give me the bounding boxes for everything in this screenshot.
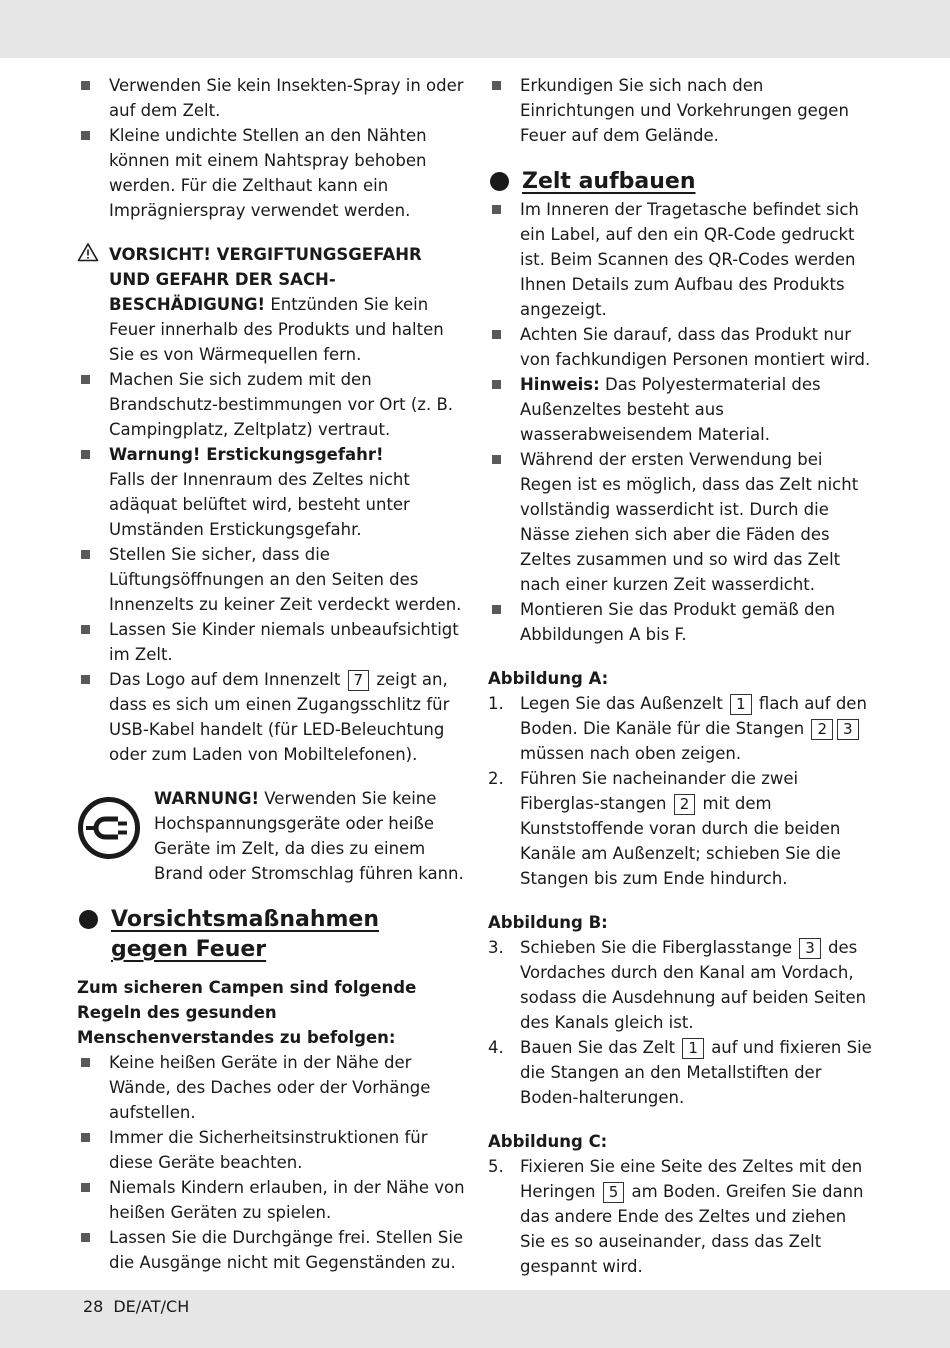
suffocation-label: Warnung! Erstickungsgefahr! — [109, 445, 384, 464]
list-item: Lassen Sie Kinder niemals unbeaufsichtigt im Zelt. — [77, 617, 465, 667]
section-bullet-icon — [490, 172, 509, 191]
fire-subheading: Zum sicheren Campen sind folgende Regeln des gesunden Menschenverstandes zu befolgen: — [77, 978, 417, 1047]
list-item: Achten Sie darauf, dass das Produkt nur von fachkundigen Personen montiert wird. — [488, 322, 876, 372]
region-label: DE/AT/CH — [113, 1297, 190, 1316]
list-item: Lassen Sie die Durchgänge frei. Stellen Sie die Ausgänge nicht mit Gegenständen zu. — [77, 1225, 465, 1275]
warning-label: WARNUNG! — [154, 789, 260, 808]
figure-reference: 1 — [682, 1038, 704, 1059]
step-number: 4. — [488, 1038, 504, 1057]
step-number: 1. — [488, 694, 504, 713]
step-number: 3. — [488, 938, 504, 957]
list-item: Niemals Kindern erlauben, in der Nähe von heißen Geräten zu spielen. — [77, 1175, 465, 1225]
bullet-icon — [81, 1058, 90, 1067]
bullet-icon — [81, 550, 90, 559]
bullet-icon — [492, 81, 501, 90]
figure-reference: 2 — [674, 794, 696, 815]
figure-reference: 1 — [730, 694, 752, 715]
step-item: 1. Legen Sie das Außenzelt 1 flach auf den Boden. Die Kanäle für die Stangen 2 3 müssen nach oben zeigen. — [488, 691, 876, 766]
section-bullet-icon — [79, 910, 98, 929]
list-item: Machen Sie sich zudem mit den Brandschutz-bestimmungen vor Ort (z. B. Campingplatz, Zeltplatz) vertraut. — [77, 367, 465, 442]
no-high-voltage-device-icon — [77, 796, 141, 860]
page-footer — [83, 1297, 189, 1317]
note-label: Hinweis: — [520, 375, 600, 394]
bullet-icon — [81, 675, 90, 684]
section-heading-setup: Zelt aufbauen — [488, 167, 876, 197]
figure-c-heading: Abbildung C: — [488, 1132, 608, 1151]
bullet-icon — [492, 330, 501, 339]
bullet-icon — [81, 131, 90, 140]
step-item: 4. Bauen Sie das Zelt 1 auf und fixieren Sie die Stangen an den Metallstiften der Boden-halterungen. — [488, 1035, 876, 1110]
list-item: Stellen Sie sicher, dass die Lüftungsöffnungen an den Seiten des Innenzelts zu keiner Zeit verdeckt werden. — [77, 542, 465, 617]
figure-reference: 5 — [603, 1182, 625, 1203]
list-item: Das Logo auf dem Innenzelt 7 zeigt an, dass es sich um einen Zugangsschlitz für USB-Kabel handelt (für LED-Beleuchtung oder zum Laden von Mobiltelefonen). — [77, 667, 465, 767]
list-item: Im Inneren der Tragetasche befindet sich ein Label, auf den ein QR-Code gedruckt ist. Beim Scannen des QR-Codes werden Ihnen Details zum Aufbau des Produkts angezeigt. — [488, 197, 876, 322]
bullet-icon — [492, 380, 501, 389]
section-heading-fire: Vorsichtsmaßnahmen gegen Feuer — [77, 905, 465, 965]
bullet-icon — [81, 1133, 90, 1142]
bullet-icon — [492, 455, 501, 464]
figure-reference: 2 — [811, 719, 833, 740]
right-column — [488, 73, 876, 1279]
bullet-icon — [492, 205, 501, 214]
figure-reference: 7 — [348, 670, 370, 691]
bullet-icon — [81, 1183, 90, 1192]
warning-notice — [77, 786, 465, 886]
step-number: 5. — [488, 1157, 504, 1176]
list-item: Erkundigen Sie sich nach den Einrichtungen und Vorkehrungen gegen Feuer auf dem Gelände. — [488, 73, 876, 148]
bullet-icon — [81, 375, 90, 384]
bullet-icon — [81, 625, 90, 634]
bullet-icon — [492, 605, 501, 614]
figure-b-heading: Abbildung B: — [488, 913, 608, 932]
step-item: 3. Schieben Sie die Fiberglasstange 3 des Vordaches durch den Kanal am Vordach, sodass die Ausdehnung auf beiden Seiten des Kanals gleich ist. — [488, 935, 876, 1035]
list-item: Montieren Sie das Produkt gemäß den Abbildungen A bis F. — [488, 597, 876, 647]
list-item: Immer die Sicherheitsinstruktionen für diese Geräte beachten. — [77, 1125, 465, 1175]
warning-text: Verwenden Sie keine Hochspannungsgeräte oder heiße Geräte im Zelt, da dies zu einem Brand oder Stromschlag führen kann. — [154, 789, 464, 883]
list-item: Kleine undichte Stellen an den Nähten können mit einem Nahtspray behoben werden. Für die Zelthaut kann ein Imprägnierspray verwendet werden. — [77, 123, 465, 223]
list-item: Keine heißen Geräte in der Nähe der Wände, des Daches oder der Vorhänge aufstellen. — [77, 1050, 465, 1125]
list-item: Warnung! Erstickungsgefahr! Falls der Innenraum des Zeltes nicht adäquat belüftet wird, besteht unter Umständen Erstickungsgefahr. — [77, 442, 465, 542]
figure-reference: 3 — [837, 719, 859, 740]
bullet-icon — [81, 1233, 90, 1242]
step-number: 2. — [488, 769, 504, 788]
list-item: Verwenden Sie kein Insekten-Spray in oder auf dem Zelt. — [77, 73, 465, 123]
list-item: Hinweis: Das Polyestermaterial des Außenzeltes besteht aus wasserabweisendem Material. — [488, 372, 876, 447]
page-number: 28 — [83, 1297, 104, 1316]
figure-reference: 3 — [799, 938, 821, 959]
list-item: Während der ersten Verwendung bei Regen ist es möglich, dass das Zelt nicht vollständig wasserdicht ist. Durch die Nässe ziehen sich aber die Fäden des Zeltes zusammen und so wird das Zelt nach einer kurzen Zeit wasserdicht. — [488, 447, 876, 597]
step-item: 2. Führen Sie nacheinander die zwei Fiberglas-stangen 2 mit dem Kunststoffende voran durch die beiden Kanäle am Außenzelt; schieben Sie die Stangen bis zum Ende hindurch. — [488, 766, 876, 891]
caution-notice — [77, 242, 465, 367]
step-item: 5. Fixieren Sie eine Seite des Zeltes mit den Heringen 5 am Boden. Greifen Sie dann das andere Ende des Zeltes und ziehen Sie es so auseinander, dass das Zelt gespannt wird. — [488, 1154, 876, 1279]
caution-label: VORSICHT! VERGIFTUNGSGEFAHR UND GEFAHR DER SACH-BESCHÄDIGUNG! — [109, 245, 422, 314]
bullet-icon — [81, 81, 90, 90]
bullet-icon — [81, 450, 90, 459]
left-column — [77, 73, 465, 1275]
figure-a-heading: Abbildung A: — [488, 669, 609, 688]
header-band — [0, 0, 950, 58]
warning-triangle-icon — [77, 242, 99, 262]
caution-text: Entzünden Sie kein Feuer innerhalb des Produkts und halten Sie es von Wärmequellen fern. — [109, 295, 444, 364]
